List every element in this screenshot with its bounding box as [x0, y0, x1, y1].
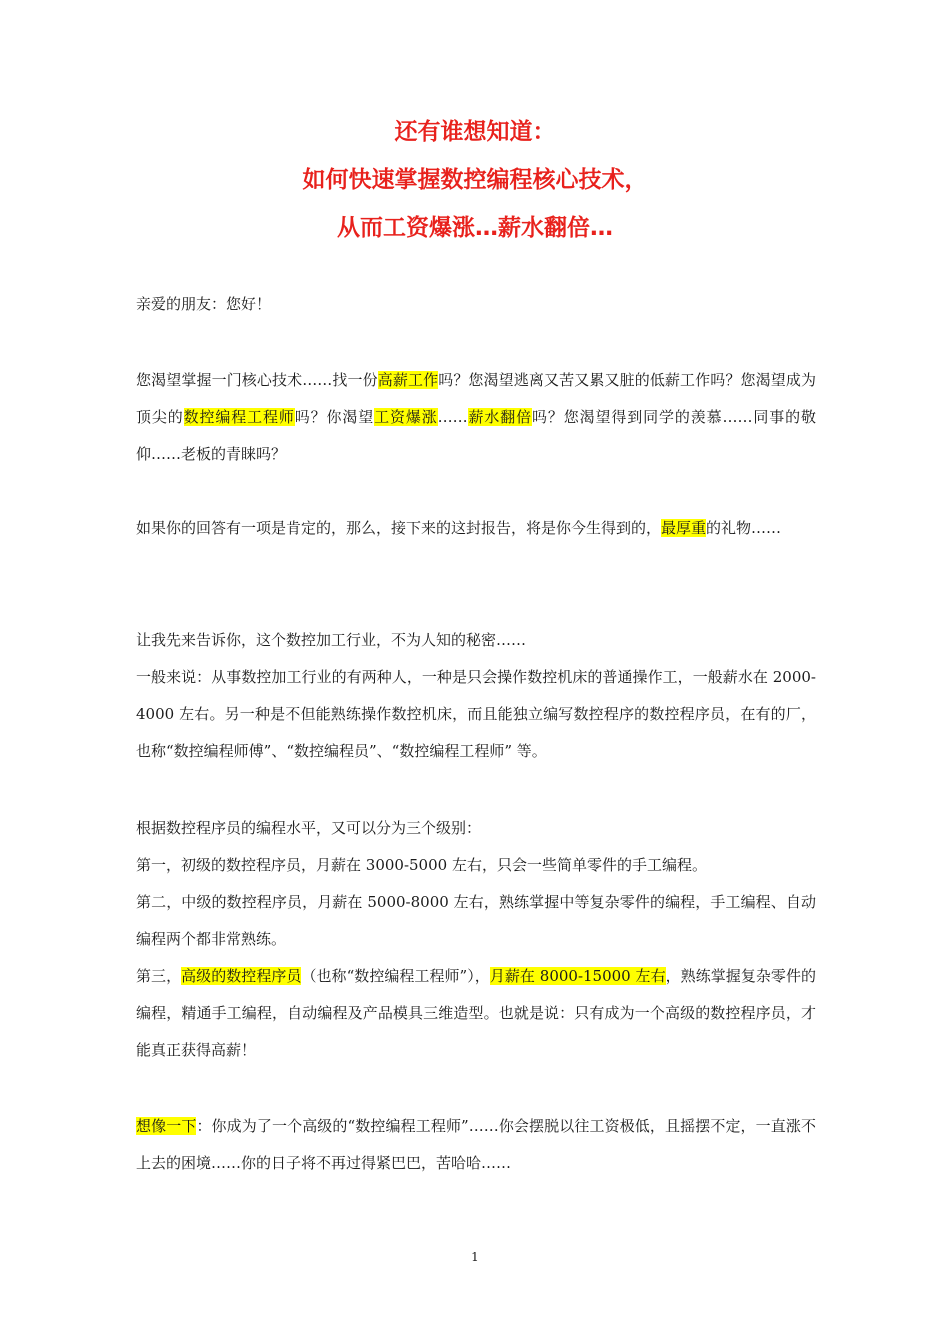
highlight-senior-salary: 月薪在 8000-15000 左右: [489, 967, 666, 985]
paragraph-gift: [136, 510, 816, 547]
highlight-imagine: 想像一下: [136, 1117, 197, 1135]
highlight-salary-surge: 工资爆涨: [374, 408, 438, 426]
text-run: 吗？您渴望得到同学的羡慕……同事的敬仰……老板的青睐吗？: [136, 408, 816, 463]
level-junior: 第一，初级的数控程序员，月薪在 3000-5000 左右，只会一些简单零件的手工编程。: [136, 856, 707, 874]
text-run: ，熟练掌握复杂零件的编程，精通手工编程，自动编程及产品模具三维造型。也就是说：只有成为一个高级的数控程序员，才能真正获得高薪！: [136, 967, 816, 1059]
paragraph-secret: [136, 622, 816, 770]
level-senior: [136, 958, 816, 1069]
highlight-cnc-engineer: 数控编程工程师: [183, 408, 295, 426]
paragraph-desire: [136, 362, 816, 473]
levels-intro: 根据数控程序员的编程水平，又可以分为三个级别：: [136, 819, 482, 837]
text-run: 吗？您渴望逃离又苦又累又脏的低薪工作吗？您渴望成为顶尖的: [136, 371, 816, 426]
headline: [0, 108, 950, 252]
highlight-senior-programmer: 高级的数控程序员: [181, 967, 302, 985]
highlight-salary-double: 薪水翻倍: [467, 408, 532, 426]
paragraph-imagine: [136, 1108, 816, 1182]
text-run: ……: [437, 408, 468, 426]
text-run: 吗？你渴望: [294, 408, 375, 426]
text-run: 的礼物……: [706, 519, 782, 537]
text-run: ：你成为了一个高级的“数控编程工程师”……你会摆脱以往工资极低，且摇摆不定，一直涨不上去的困境……你的日子将不再过得紧巴巴，苦哈哈……: [136, 1117, 816, 1172]
headline-line-2: 如何快速掌握数控编程核心技术，: [302, 167, 648, 193]
highlight-high-salary-job: 高薪工作: [377, 371, 439, 389]
headline-line-1: 还有谁想知道：: [394, 119, 556, 145]
headline-line-3: 从而工资爆涨…薪水翻倍…: [337, 215, 613, 241]
secret-detail: 一般来说：从事数控加工行业的有两种人，一种是只会操作数控机床的普通操作工，一般薪水在 2000-4000 左右。另一种是不但能熟练操作数控机床，而且能独立编写数控程序的数控程序员，在有的厂，也称“数控编程师傅”、“数控编程员”、“数控编程工程师” 等。: [136, 668, 816, 760]
paragraph-levels: [136, 810, 816, 1069]
text-run: 您渴望掌握一门核心技术……找一份: [136, 371, 378, 389]
text-run: 第三，: [136, 967, 182, 985]
page-number: 1: [471, 1250, 479, 1264]
greeting: 亲爱的朋友：您好！: [136, 295, 272, 313]
secret-intro: 让我先来告诉你，这个数控加工行业，不为人知的秘密……: [136, 631, 527, 649]
text-run: 如果你的回答有一项是肯定的，那么，接下来的这封报告，将是你今生得到的，: [136, 519, 662, 537]
level-intermediate: 第二，中级的数控程序员，月薪在 5000-8000 左右，熟练掌握中等复杂零件的编程，手工编程、自动编程两个都非常熟练。: [136, 893, 816, 948]
highlight-most-valuable: 最厚重: [661, 519, 707, 537]
text-run: （也称“数控编程工程师”），: [301, 967, 490, 985]
